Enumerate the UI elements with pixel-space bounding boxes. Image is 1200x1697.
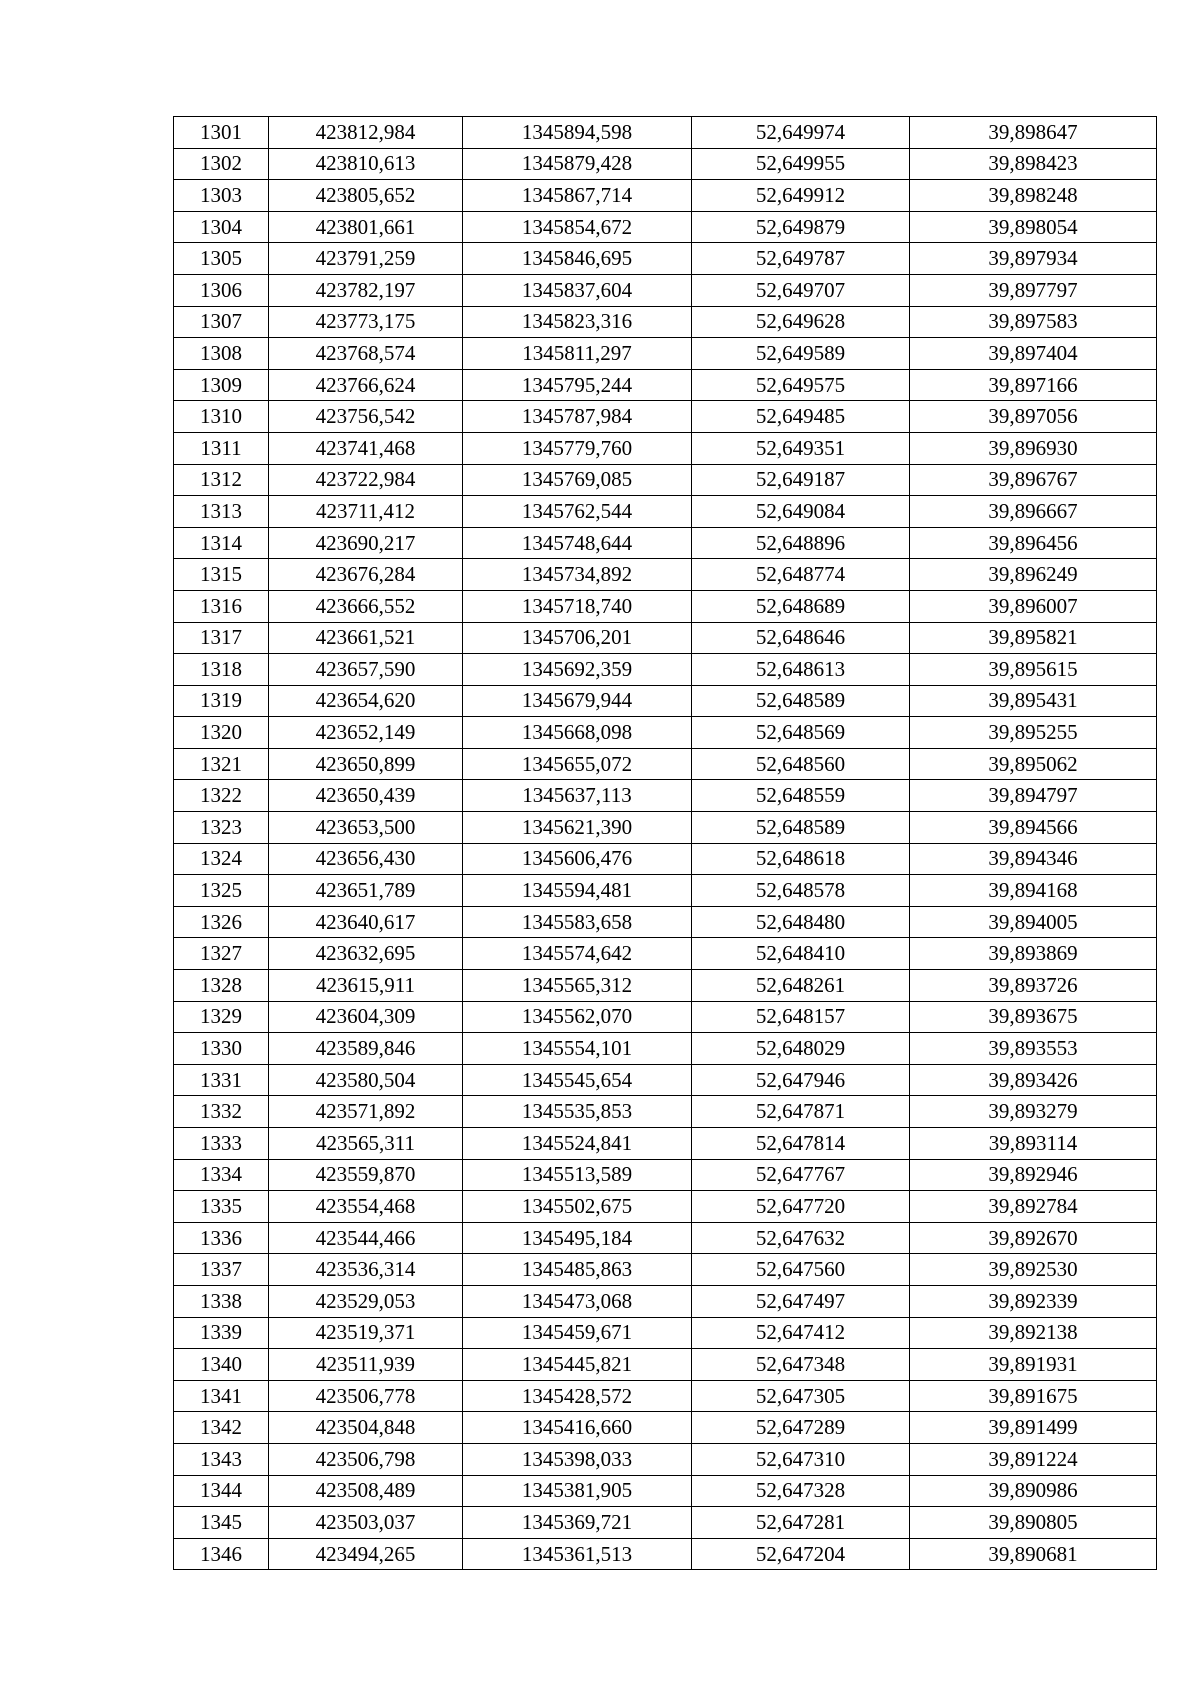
table-row: [174, 1443, 1157, 1475]
point-number-cell: 1302: [174, 148, 269, 180]
latitude-cell: 52,648896: [692, 527, 910, 559]
latitude-cell: 52,648560: [692, 748, 910, 780]
table-row: [174, 1064, 1157, 1096]
x-coordinate-cell: 423756,542: [269, 401, 463, 433]
latitude-cell: 52,647281: [692, 1507, 910, 1539]
y-coordinate-cell: 1345545,654: [463, 1064, 692, 1096]
table-row: [174, 748, 1157, 780]
latitude-cell: 52,649879: [692, 211, 910, 243]
coordinate-table: [173, 116, 1157, 1570]
x-coordinate-cell: 423711,412: [269, 496, 463, 528]
x-coordinate-cell: 423782,197: [269, 274, 463, 306]
longitude-cell: 39,898647: [910, 117, 1157, 149]
table-row: [174, 717, 1157, 749]
point-number-cell: 1310: [174, 401, 269, 433]
x-coordinate-cell: 423805,652: [269, 180, 463, 212]
x-coordinate-cell: 423773,175: [269, 306, 463, 338]
x-coordinate-cell: 423791,259: [269, 243, 463, 275]
table-row: [174, 685, 1157, 717]
x-coordinate-cell: 423653,500: [269, 812, 463, 844]
table-row: [174, 1538, 1157, 1570]
latitude-cell: 52,649707: [692, 274, 910, 306]
latitude-cell: 52,647767: [692, 1159, 910, 1191]
y-coordinate-cell: 1345562,070: [463, 1001, 692, 1033]
x-coordinate-cell: 423768,574: [269, 338, 463, 370]
table-row: [174, 906, 1157, 938]
point-number-cell: 1323: [174, 812, 269, 844]
table-row: [174, 1349, 1157, 1381]
y-coordinate-cell: 1345846,695: [463, 243, 692, 275]
longitude-cell: 39,895431: [910, 685, 1157, 717]
y-coordinate-cell: 1345583,658: [463, 906, 692, 938]
x-coordinate-cell: 423801,661: [269, 211, 463, 243]
longitude-cell: 39,897583: [910, 306, 1157, 338]
longitude-cell: 39,894346: [910, 843, 1157, 875]
longitude-cell: 39,898248: [910, 180, 1157, 212]
point-number-cell: 1324: [174, 843, 269, 875]
longitude-cell: 39,894168: [910, 875, 1157, 907]
point-number-cell: 1312: [174, 464, 269, 496]
longitude-cell: 39,892339: [910, 1285, 1157, 1317]
point-number-cell: 1327: [174, 938, 269, 970]
y-coordinate-cell: 1345823,316: [463, 306, 692, 338]
latitude-cell: 52,648613: [692, 654, 910, 686]
table-row: [174, 938, 1157, 970]
latitude-cell: 52,647632: [692, 1222, 910, 1254]
latitude-cell: 52,647348: [692, 1349, 910, 1381]
point-number-cell: 1303: [174, 180, 269, 212]
table-row: [174, 496, 1157, 528]
latitude-cell: 52,649974: [692, 117, 910, 149]
x-coordinate-cell: 423615,911: [269, 970, 463, 1002]
point-number-cell: 1320: [174, 717, 269, 749]
latitude-cell: 52,649955: [692, 148, 910, 180]
y-coordinate-cell: 1345554,101: [463, 1033, 692, 1065]
y-coordinate-cell: 1345361,513: [463, 1538, 692, 1570]
table-row: [174, 1254, 1157, 1286]
table-row: [174, 875, 1157, 907]
longitude-cell: 39,897056: [910, 401, 1157, 433]
longitude-cell: 39,893553: [910, 1033, 1157, 1065]
table-row: [174, 559, 1157, 591]
latitude-cell: 52,648646: [692, 622, 910, 654]
point-number-cell: 1337: [174, 1254, 269, 1286]
point-number-cell: 1334: [174, 1159, 269, 1191]
table-row: [174, 306, 1157, 338]
table-row: [174, 1096, 1157, 1128]
latitude-cell: 52,648589: [692, 685, 910, 717]
longitude-cell: 39,894566: [910, 812, 1157, 844]
longitude-cell: 39,894797: [910, 780, 1157, 812]
y-coordinate-cell: 1345734,892: [463, 559, 692, 591]
y-coordinate-cell: 1345879,428: [463, 148, 692, 180]
latitude-cell: 52,647720: [692, 1191, 910, 1223]
longitude-cell: 39,893114: [910, 1128, 1157, 1160]
point-number-cell: 1309: [174, 369, 269, 401]
latitude-cell: 52,647310: [692, 1443, 910, 1475]
table-row: [174, 432, 1157, 464]
latitude-cell: 52,647328: [692, 1475, 910, 1507]
y-coordinate-cell: 1345706,201: [463, 622, 692, 654]
latitude-cell: 52,648480: [692, 906, 910, 938]
table-row: [174, 148, 1157, 180]
x-coordinate-cell: 423571,892: [269, 1096, 463, 1128]
longitude-cell: 39,895615: [910, 654, 1157, 686]
x-coordinate-cell: 423661,521: [269, 622, 463, 654]
point-number-cell: 1339: [174, 1317, 269, 1349]
table-row: [174, 812, 1157, 844]
longitude-cell: 39,897797: [910, 274, 1157, 306]
table-row: [174, 1222, 1157, 1254]
latitude-cell: 52,649485: [692, 401, 910, 433]
latitude-cell: 52,648261: [692, 970, 910, 1002]
x-coordinate-cell: 423506,798: [269, 1443, 463, 1475]
x-coordinate-cell: 423650,439: [269, 780, 463, 812]
longitude-cell: 39,898423: [910, 148, 1157, 180]
latitude-cell: 52,649575: [692, 369, 910, 401]
x-coordinate-cell: 423651,789: [269, 875, 463, 907]
longitude-cell: 39,890681: [910, 1538, 1157, 1570]
y-coordinate-cell: 1345524,841: [463, 1128, 692, 1160]
longitude-cell: 39,895821: [910, 622, 1157, 654]
longitude-cell: 39,892138: [910, 1317, 1157, 1349]
table-row: [174, 211, 1157, 243]
x-coordinate-cell: 423589,846: [269, 1033, 463, 1065]
latitude-cell: 52,647204: [692, 1538, 910, 1570]
table-row: [174, 1159, 1157, 1191]
x-coordinate-cell: 423632,695: [269, 938, 463, 970]
longitude-cell: 39,898054: [910, 211, 1157, 243]
x-coordinate-cell: 423690,217: [269, 527, 463, 559]
table-row: [174, 1507, 1157, 1539]
x-coordinate-cell: 423503,037: [269, 1507, 463, 1539]
y-coordinate-cell: 1345692,359: [463, 654, 692, 686]
latitude-cell: 52,649628: [692, 306, 910, 338]
point-number-cell: 1313: [174, 496, 269, 528]
y-coordinate-cell: 1345369,721: [463, 1507, 692, 1539]
latitude-cell: 52,647305: [692, 1380, 910, 1412]
latitude-cell: 52,648410: [692, 938, 910, 970]
table-row: [174, 970, 1157, 1002]
y-coordinate-cell: 1345428,572: [463, 1380, 692, 1412]
point-number-cell: 1329: [174, 1001, 269, 1033]
point-number-cell: 1315: [174, 559, 269, 591]
latitude-cell: 52,649084: [692, 496, 910, 528]
y-coordinate-cell: 1345637,113: [463, 780, 692, 812]
table-row: [174, 1412, 1157, 1444]
point-number-cell: 1343: [174, 1443, 269, 1475]
x-coordinate-cell: 423529,053: [269, 1285, 463, 1317]
latitude-cell: 52,649187: [692, 464, 910, 496]
x-coordinate-cell: 423504,848: [269, 1412, 463, 1444]
x-coordinate-cell: 423656,430: [269, 843, 463, 875]
latitude-cell: 52,649589: [692, 338, 910, 370]
latitude-cell: 52,647497: [692, 1285, 910, 1317]
coordinate-table-body: [174, 117, 1157, 1570]
table-row: [174, 780, 1157, 812]
longitude-cell: 39,890986: [910, 1475, 1157, 1507]
y-coordinate-cell: 1345779,760: [463, 432, 692, 464]
x-coordinate-cell: 423554,468: [269, 1191, 463, 1223]
table-row: [174, 1191, 1157, 1223]
longitude-cell: 39,893726: [910, 970, 1157, 1002]
latitude-cell: 52,648559: [692, 780, 910, 812]
point-number-cell: 1321: [174, 748, 269, 780]
y-coordinate-cell: 1345811,297: [463, 338, 692, 370]
longitude-cell: 39,896930: [910, 432, 1157, 464]
point-number-cell: 1325: [174, 875, 269, 907]
latitude-cell: 52,647946: [692, 1064, 910, 1096]
table-row: [174, 1128, 1157, 1160]
x-coordinate-cell: 423580,504: [269, 1064, 463, 1096]
latitude-cell: 52,647871: [692, 1096, 910, 1128]
point-number-cell: 1316: [174, 590, 269, 622]
longitude-cell: 39,892530: [910, 1254, 1157, 1286]
point-number-cell: 1307: [174, 306, 269, 338]
x-coordinate-cell: 423766,624: [269, 369, 463, 401]
x-coordinate-cell: 423650,899: [269, 748, 463, 780]
x-coordinate-cell: 423536,314: [269, 1254, 463, 1286]
x-coordinate-cell: 423654,620: [269, 685, 463, 717]
x-coordinate-cell: 423640,617: [269, 906, 463, 938]
point-number-cell: 1332: [174, 1096, 269, 1128]
table-row: [174, 1001, 1157, 1033]
point-number-cell: 1338: [174, 1285, 269, 1317]
longitude-cell: 39,893675: [910, 1001, 1157, 1033]
table-row: [174, 622, 1157, 654]
table-row: [174, 401, 1157, 433]
y-coordinate-cell: 1345867,714: [463, 180, 692, 212]
latitude-cell: 52,648029: [692, 1033, 910, 1065]
y-coordinate-cell: 1345795,244: [463, 369, 692, 401]
longitude-cell: 39,895062: [910, 748, 1157, 780]
x-coordinate-cell: 423519,371: [269, 1317, 463, 1349]
longitude-cell: 39,892670: [910, 1222, 1157, 1254]
x-coordinate-cell: 423722,984: [269, 464, 463, 496]
y-coordinate-cell: 1345718,740: [463, 590, 692, 622]
point-number-cell: 1304: [174, 211, 269, 243]
x-coordinate-cell: 423741,468: [269, 432, 463, 464]
point-number-cell: 1305: [174, 243, 269, 275]
table-row: [174, 1475, 1157, 1507]
y-coordinate-cell: 1345769,085: [463, 464, 692, 496]
point-number-cell: 1344: [174, 1475, 269, 1507]
table-row: [174, 1285, 1157, 1317]
x-coordinate-cell: 423604,309: [269, 1001, 463, 1033]
point-number-cell: 1317: [174, 622, 269, 654]
longitude-cell: 39,896249: [910, 559, 1157, 591]
longitude-cell: 39,890805: [910, 1507, 1157, 1539]
point-number-cell: 1311: [174, 432, 269, 464]
x-coordinate-cell: 423544,466: [269, 1222, 463, 1254]
longitude-cell: 39,897934: [910, 243, 1157, 275]
y-coordinate-cell: 1345535,853: [463, 1096, 692, 1128]
longitude-cell: 39,891931: [910, 1349, 1157, 1381]
y-coordinate-cell: 1345854,672: [463, 211, 692, 243]
y-coordinate-cell: 1345606,476: [463, 843, 692, 875]
y-coordinate-cell: 1345748,644: [463, 527, 692, 559]
point-number-cell: 1331: [174, 1064, 269, 1096]
point-number-cell: 1326: [174, 906, 269, 938]
table-row: [174, 527, 1157, 559]
point-number-cell: 1335: [174, 1191, 269, 1223]
y-coordinate-cell: 1345485,863: [463, 1254, 692, 1286]
latitude-cell: 52,649351: [692, 432, 910, 464]
x-coordinate-cell: 423812,984: [269, 117, 463, 149]
longitude-cell: 39,896767: [910, 464, 1157, 496]
longitude-cell: 39,897404: [910, 338, 1157, 370]
y-coordinate-cell: 1345459,671: [463, 1317, 692, 1349]
y-coordinate-cell: 1345416,660: [463, 1412, 692, 1444]
y-coordinate-cell: 1345679,944: [463, 685, 692, 717]
y-coordinate-cell: 1345668,098: [463, 717, 692, 749]
table-row: [174, 338, 1157, 370]
table-row: [174, 1033, 1157, 1065]
longitude-cell: 39,896007: [910, 590, 1157, 622]
point-number-cell: 1301: [174, 117, 269, 149]
x-coordinate-cell: 423559,870: [269, 1159, 463, 1191]
point-number-cell: 1336: [174, 1222, 269, 1254]
y-coordinate-cell: 1345594,481: [463, 875, 692, 907]
point-number-cell: 1314: [174, 527, 269, 559]
point-number-cell: 1330: [174, 1033, 269, 1065]
x-coordinate-cell: 423508,489: [269, 1475, 463, 1507]
latitude-cell: 52,649912: [692, 180, 910, 212]
x-coordinate-cell: 423666,552: [269, 590, 463, 622]
y-coordinate-cell: 1345565,312: [463, 970, 692, 1002]
table-row: [174, 243, 1157, 275]
latitude-cell: 52,648157: [692, 1001, 910, 1033]
point-number-cell: 1345: [174, 1507, 269, 1539]
longitude-cell: 39,891675: [910, 1380, 1157, 1412]
table-row: [174, 654, 1157, 686]
latitude-cell: 52,648569: [692, 717, 910, 749]
x-coordinate-cell: 423494,265: [269, 1538, 463, 1570]
latitude-cell: 52,648578: [692, 875, 910, 907]
y-coordinate-cell: 1345655,072: [463, 748, 692, 780]
latitude-cell: 52,649787: [692, 243, 910, 275]
table-row: [174, 117, 1157, 149]
y-coordinate-cell: 1345502,675: [463, 1191, 692, 1223]
x-coordinate-cell: 423652,149: [269, 717, 463, 749]
latitude-cell: 52,647412: [692, 1317, 910, 1349]
y-coordinate-cell: 1345574,642: [463, 938, 692, 970]
x-coordinate-cell: 423676,284: [269, 559, 463, 591]
point-number-cell: 1319: [174, 685, 269, 717]
longitude-cell: 39,894005: [910, 906, 1157, 938]
x-coordinate-cell: 423657,590: [269, 654, 463, 686]
y-coordinate-cell: 1345398,033: [463, 1443, 692, 1475]
y-coordinate-cell: 1345894,598: [463, 117, 692, 149]
x-coordinate-cell: 423810,613: [269, 148, 463, 180]
table-row: [174, 843, 1157, 875]
point-number-cell: 1346: [174, 1538, 269, 1570]
point-number-cell: 1333: [174, 1128, 269, 1160]
point-number-cell: 1342: [174, 1412, 269, 1444]
table-row: [174, 464, 1157, 496]
latitude-cell: 52,647289: [692, 1412, 910, 1444]
y-coordinate-cell: 1345762,544: [463, 496, 692, 528]
longitude-cell: 39,893869: [910, 938, 1157, 970]
longitude-cell: 39,896667: [910, 496, 1157, 528]
y-coordinate-cell: 1345787,984: [463, 401, 692, 433]
y-coordinate-cell: 1345381,905: [463, 1475, 692, 1507]
longitude-cell: 39,891499: [910, 1412, 1157, 1444]
table-row: [174, 369, 1157, 401]
latitude-cell: 52,648589: [692, 812, 910, 844]
point-number-cell: 1328: [174, 970, 269, 1002]
y-coordinate-cell: 1345837,604: [463, 274, 692, 306]
point-number-cell: 1306: [174, 274, 269, 306]
y-coordinate-cell: 1345445,821: [463, 1349, 692, 1381]
table-row: [174, 1317, 1157, 1349]
longitude-cell: 39,896456: [910, 527, 1157, 559]
x-coordinate-cell: 423511,939: [269, 1349, 463, 1381]
point-number-cell: 1308: [174, 338, 269, 370]
x-coordinate-cell: 423506,778: [269, 1380, 463, 1412]
y-coordinate-cell: 1345473,068: [463, 1285, 692, 1317]
table-row: [174, 1380, 1157, 1412]
table-row: [174, 590, 1157, 622]
latitude-cell: 52,648618: [692, 843, 910, 875]
table-row: [174, 274, 1157, 306]
table-row: [174, 180, 1157, 212]
longitude-cell: 39,895255: [910, 717, 1157, 749]
latitude-cell: 52,647814: [692, 1128, 910, 1160]
latitude-cell: 52,648774: [692, 559, 910, 591]
point-number-cell: 1322: [174, 780, 269, 812]
latitude-cell: 52,647560: [692, 1254, 910, 1286]
longitude-cell: 39,891224: [910, 1443, 1157, 1475]
x-coordinate-cell: 423565,311: [269, 1128, 463, 1160]
longitude-cell: 39,892946: [910, 1159, 1157, 1191]
latitude-cell: 52,648689: [692, 590, 910, 622]
y-coordinate-cell: 1345495,184: [463, 1222, 692, 1254]
longitude-cell: 39,893279: [910, 1096, 1157, 1128]
longitude-cell: 39,893426: [910, 1064, 1157, 1096]
longitude-cell: 39,897166: [910, 369, 1157, 401]
point-number-cell: 1340: [174, 1349, 269, 1381]
y-coordinate-cell: 1345621,390: [463, 812, 692, 844]
longitude-cell: 39,892784: [910, 1191, 1157, 1223]
point-number-cell: 1318: [174, 654, 269, 686]
point-number-cell: 1341: [174, 1380, 269, 1412]
y-coordinate-cell: 1345513,589: [463, 1159, 692, 1191]
